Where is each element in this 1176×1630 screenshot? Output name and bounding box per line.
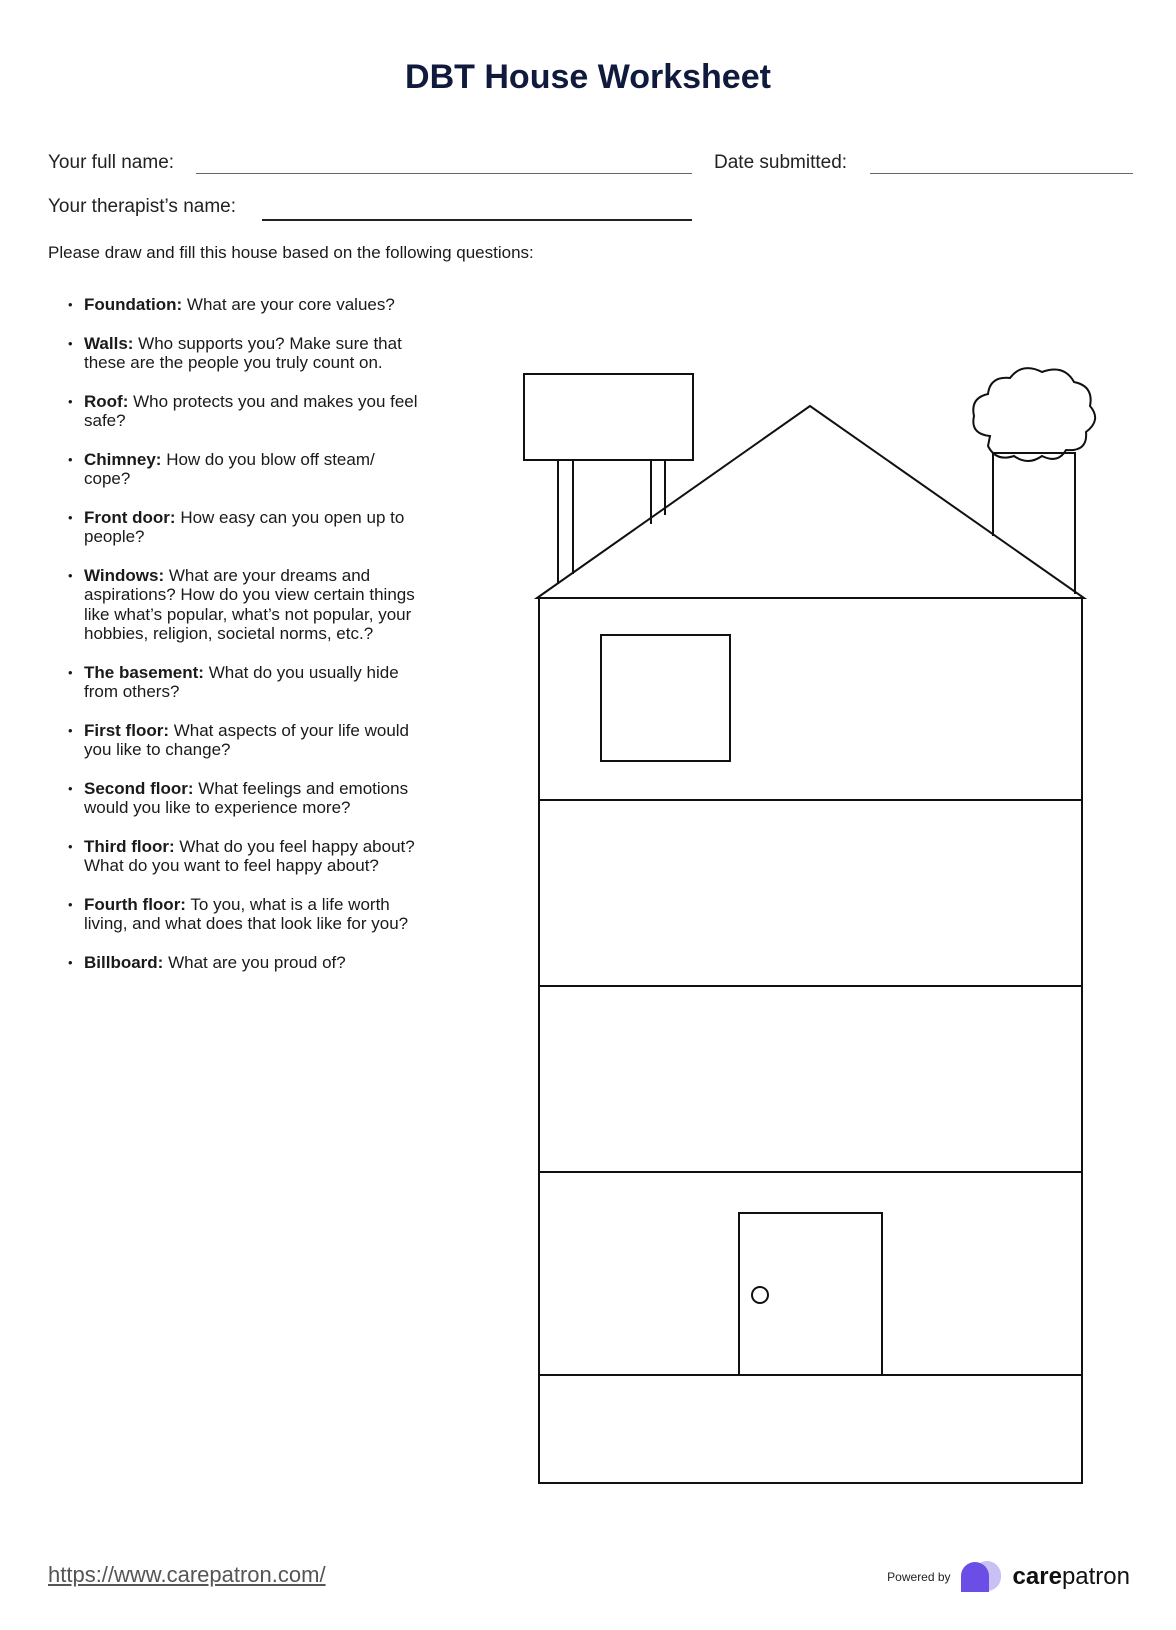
powered-by-text: Powered by: [887, 1570, 951, 1584]
billboard: [524, 374, 693, 584]
item-term: Billboard:: [84, 952, 164, 972]
therapist-name-label: Your therapist’s name:: [48, 196, 237, 217]
door-knob: [752, 1287, 768, 1303]
full-name-label: Your full name:: [48, 152, 175, 173]
item-text: What are your core values?: [182, 295, 395, 314]
item-term: Second floor:: [84, 778, 194, 798]
smoke-cloud: [973, 368, 1095, 461]
house-body: [539, 598, 1082, 1483]
item-text: What aspects of your life would you like to change?: [84, 720, 410, 759]
item-text: What feelings and emotions would you like to experience more?: [84, 778, 409, 817]
item-text: What are you proud of?: [163, 952, 346, 972]
item-text: How do you blow off steam/ cope?: [84, 449, 375, 488]
powered-by-logo[interactable]: [887, 1560, 1130, 1594]
item-text: How easy can you open up to people?: [84, 507, 405, 546]
page-title: DBT House Worksheet: [405, 58, 771, 96]
front-door: [739, 1213, 882, 1375]
chimney: [993, 453, 1075, 594]
carepatron-link[interactable]: https://www.carepatron.com/: [48, 1562, 326, 1587]
item-text: To you, what is a life worth living, and what does that look like for you?: [84, 894, 409, 933]
item-text: Who supports you? Make sure that these are the people you truly count on.: [84, 333, 402, 372]
item-term: Foundation:: [84, 295, 183, 314]
item-text: What do you usually hide from others?: [84, 662, 399, 701]
item-term: Windows:: [84, 565, 165, 585]
carepatron-logo-icon: [959, 1560, 1005, 1594]
item-term: Chimney:: [84, 449, 162, 469]
instructions: Please draw and fill this house based on the following questions:: [48, 243, 534, 262]
item-term: Third floor:: [84, 836, 175, 856]
item-term: Walls:: [84, 333, 134, 353]
window: [601, 635, 730, 761]
item-term: Front door:: [84, 507, 176, 527]
brand-name: carepatron: [1012, 1563, 1130, 1590]
item-text: What are your dreams and aspirations? How do you view certain things like what’s popular, what’s not popular, your hobbies, religion, societal norms, etc.?: [84, 565, 415, 643]
item-term: The basement:: [84, 662, 204, 682]
item-text: Who protects you and makes you feel safe?: [84, 391, 418, 430]
item-term: Roof:: [84, 391, 129, 411]
item-term: First floor:: [84, 720, 169, 740]
item-term: Fourth floor:: [84, 894, 186, 914]
roof: [537, 406, 1084, 598]
date-submitted-label: Date submitted:: [714, 152, 848, 173]
item-text: What do you feel happy about? What do you want to feel happy about?: [84, 836, 415, 875]
